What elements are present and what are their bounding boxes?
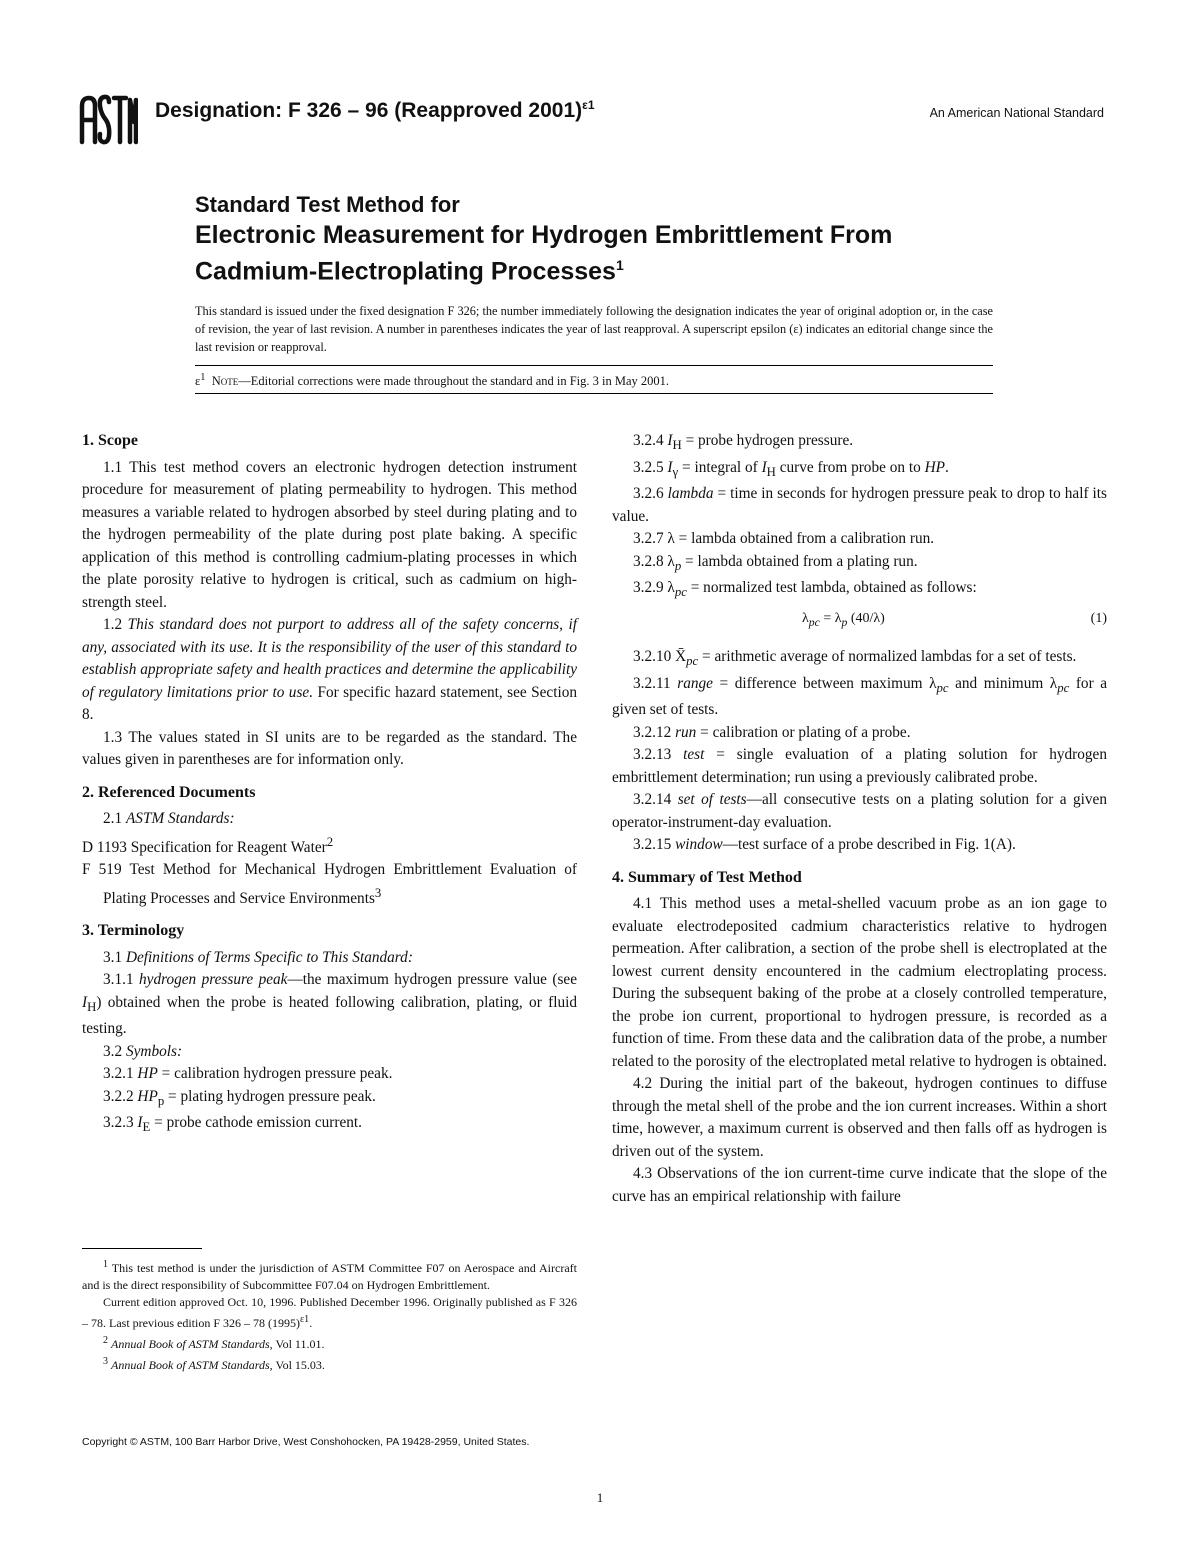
paragraph: 3.2.7 λ = lambda obtained from a calibration run. [633, 530, 935, 548]
paragraph: 2.1 ASTM Standards: [103, 810, 235, 827]
paragraph: 3.2.4 $I_H$ = probe hydrogen pressure. [633, 432, 854, 453]
footnote: Current edition approved Oct. 10, 1996. Published December 1996. Originally published as F 326 – 78. Last previous edition F 326 – 78 $(1995)^{\varepsilon 1}$. [82, 1295, 577, 1330]
paragraph: 3.2.8 $\lambda_p$ = lambda obtained from a plating run. [633, 552, 918, 573]
equation-number: (1) [1090, 610, 1107, 626]
footnotes [82, 1256, 577, 1374]
paragraph: 3.2.14 set of tests—all consecutive tests on a plating solution for a given operator-instrument-day evaluation. [612, 791, 1107, 831]
section-heading: 4. Summary of Test Method [612, 868, 802, 886]
paragraph: 1.3 The values stated in SI units are to be regarded as the standard. The values given in parentheses are for information only. [82, 728, 577, 768]
paragraph: 3.2.3 $I_E$ = probe cathode emission current. [103, 1114, 362, 1135]
issuance-statement: This standard is issued under the fixed designation F 326; the number immediately following the designation indicates the year of original adoption or, in the case of revision, the year of last revision. A number in parentheses indicates the year of last reapproval. A superscript epsilon (ε) indicates an editorial change since the last revision or reapproval. [195, 304, 993, 354]
paragraph: 1.2 This standard does not purport to address all of the safety concerns, if any, associated with its use. It is the responsibility of the user of this standard to establish appropriate safety and health practices and determine the applicability of regulatory limitations prior to use. For specific hazard statement, see Section 8. [82, 616, 577, 723]
paragraph: 4.2 During the initial part of the bakeout, hydrogen continues to diffuse through the metal shell of the probe and the ion current increases. Within a short time, however, a maximum current is observed and then falls off as hydrogen is driven out of the system. [612, 1075, 1107, 1160]
designation: Designation: F 326 – 96 (Reapproved 2001)$^{\varepsilon 1}$ [155, 98, 595, 122]
equation-1: $\lambda_{pc} = \lambda_p$ (40/λ) (1) [612, 604, 1107, 646]
paragraph: 3.2.2 $HP_p$ = plating hydrogen pressure peak. [103, 1087, 376, 1108]
paragraph: 3.2.9 $\lambda_{pc}$ = normalized test lambda, obtained as follows: [633, 579, 977, 600]
reference-item: D 1193 Specification for Reagent Water$^2$ [82, 834, 334, 856]
document-title [195, 190, 1095, 286]
section-heading: 1. Scope [82, 432, 138, 449]
footnote: $^2$ Annual Book of ASTM Standards, Vol 11.01. [103, 1335, 325, 1351]
section-heading: 3. Terminology [82, 922, 185, 940]
title-line-3: Cadmium-Electroplating Processes$^1$ [195, 257, 624, 286]
paragraph: 3.1 Definitions of Terms Specific to This Standard: [103, 948, 413, 966]
footnote: $^1$ This test method is under the jurisdiction of ASTM Committee F07 on Aerospace and Aircraft and is the direct responsibility of Subcommittee F07.04 on Hydrogen Embrittlement. [82, 1259, 577, 1292]
paragraph: 3.2 Symbols: [103, 1042, 183, 1060]
paragraph: 4.1 This method uses a metal-shelled vacuum probe as an ion gage to evaluate electrodeposited cadmium characteristics relative to hydrogen permeation. After calibration, a section of the probe shell is electroplated at the lowest current density encountered in the cadmium electroplating process. During the subsequent baking of the probe at a closely controlled temperature, the probe ion current, proportional to hydrogen pressure, is recorded as a function of time. From these data and the calibration data of the probe, a number related to the porosity of the electroplated metal relative to hydrogen is obtained. [612, 895, 1107, 1070]
left-column [82, 430, 577, 1139]
paragraph: 3.2.11 range = difference between maximum $\lambda_{pc}$ and minimum $\lambda_{pc}$ for a given set of tests. [612, 674, 1108, 719]
american-national-standard-label: An American National Standard [929, 106, 1104, 120]
right-column [612, 430, 1107, 1208]
reference-item: F 519 Test Method for Mechanical Hydrogen Embrittlement Evaluation of Plating Processes and Service Environments$^3$ [82, 861, 577, 907]
title-line-1: Standard Test Method for [195, 192, 460, 217]
paragraph: 4.3 Observations of the ion current-time curve indicate that the slope of the curve has an empirical relationship with failure [612, 1165, 1107, 1205]
paragraph: 3.1.1 hydrogen pressure peak—the maximum hydrogen pressure value (see $I_H$) obtained when the probe is heated following calibration, plating, or fluid testing. [82, 971, 577, 1038]
paragraph: 3.2.1 HP = calibration hydrogen pressure peak. [103, 1065, 393, 1083]
divider [195, 365, 993, 366]
editorial-note: $\varepsilon^1$ Note—Editorial corrections were made throughout the standard and in Fig. 3 in May 2001. [195, 372, 670, 389]
title-line-2: Electronic Measurement for Hydrogen Embrittlement From [195, 221, 893, 249]
astm-logo [78, 92, 138, 146]
footnote-rule [82, 1248, 202, 1249]
page-number: 1 [596, 1490, 604, 1505]
paragraph: 1.1 This test method covers an electronic hydrogen detection instrument procedure for measurement of plating permeability to hydrogen. This method measures a variable related to hydrogen absorbed by steel during plating and to the hydrogen permeability of the plate during post plate baking. A specific application of this method is controlling cadmium-plating processes in which the plate porosity relative to hydrogen is critical, such as cadmium on high-strength steel. [82, 458, 577, 611]
paragraph: 3.2.15 window—test surface of a probe described in Fig. 1(A). [633, 836, 1016, 854]
footnote: $^3$ Annual Book of ASTM Standards, Vol 15.03. [103, 1356, 325, 1372]
paragraph: 3.2.5 $I_\gamma$ = integral of $I_H$ curve from probe on to HP. [633, 458, 949, 479]
paragraph: 3.2.6 lambda = time in seconds for hydrogen pressure peak to drop to half its value. [612, 485, 1108, 525]
paragraph: 3.2.10 $X̄_{pc}$ = arithmetic average of normalized lambdas for a set of tests. [633, 647, 1077, 669]
paragraph: 3.2.13 test = single evaluation of a plating solution for hydrogen embrittlement determination; run using a previously calibrated probe. [612, 746, 1107, 786]
paragraph: 3.2.12 run = calibration or plating of a probe. [633, 723, 911, 741]
copyright-notice: Copyright © ASTM, 100 Barr Harbor Drive, West Conshohocken, PA 19428-2959, United States. [82, 1436, 530, 1448]
section-heading: 2. Referenced Documents [82, 783, 256, 801]
divider [195, 393, 993, 394]
